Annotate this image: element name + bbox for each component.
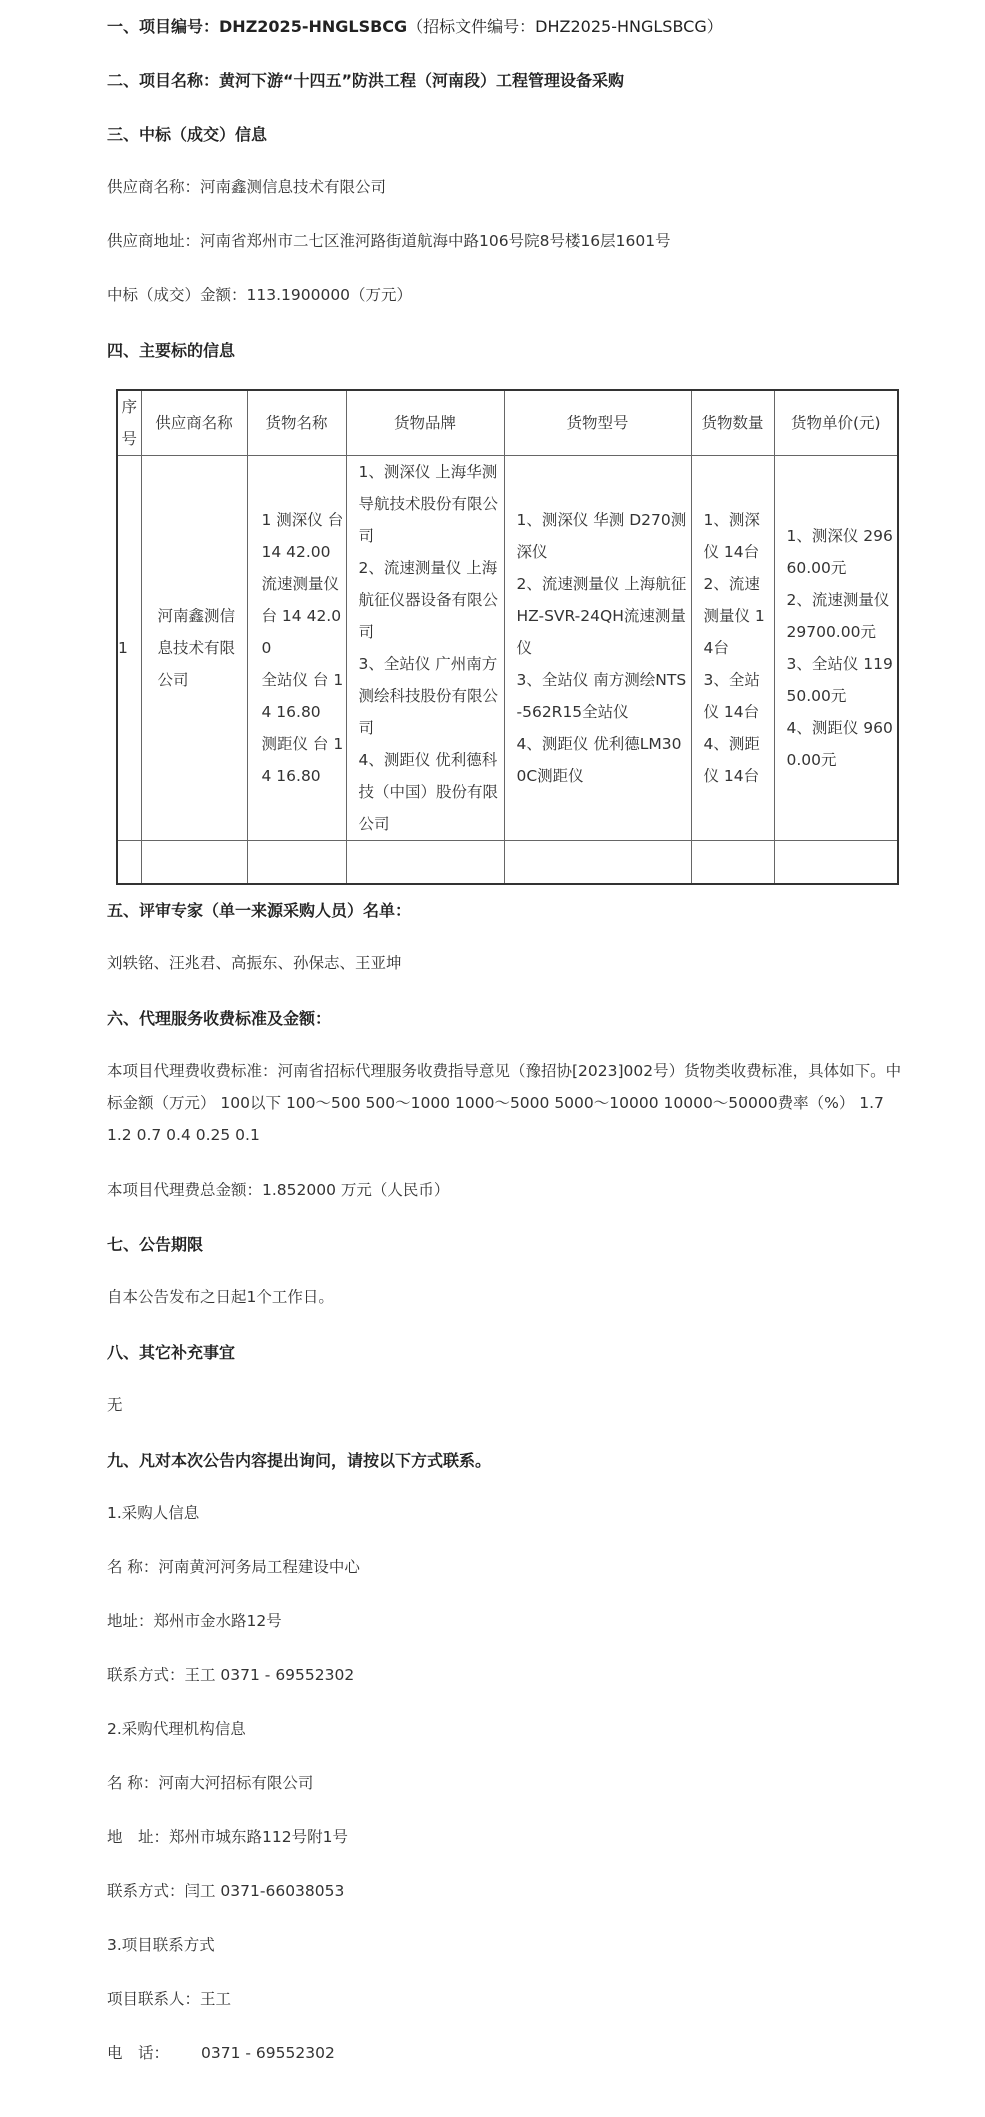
main-items-table bbox=[116, 389, 899, 885]
project-phone-label: 电 话： bbox=[107, 2044, 170, 2062]
award-info-heading: 三、中标（成交）信息 bbox=[107, 125, 268, 144]
header-goods-name: 货物名称 bbox=[247, 390, 346, 456]
project-name-label: 二、项目名称： bbox=[107, 71, 220, 90]
main-items-heading: 四、主要标的信息 bbox=[107, 341, 236, 360]
tender-doc-number: （招标文件编号：DHZ2025-HNGLSBCG） bbox=[407, 17, 723, 36]
header-unit-price: 货物单价(元) bbox=[774, 390, 898, 456]
row-goods-quantity: 1、测深仪 14台 2、流速测量仪 14台 3、全站仪 14台 4、测距仪 14台 bbox=[703, 511, 765, 785]
project-phone: 0371 - 69552302 bbox=[201, 2044, 335, 2062]
header-goods-brand: 货物品牌 bbox=[346, 390, 504, 456]
project-number-code: DHZ2025-HNGLSBCG bbox=[219, 17, 408, 36]
other-matters-heading: 八、其它补充事宜 bbox=[107, 1343, 236, 1362]
agency-info-title: 2.采购代理机构信息 bbox=[107, 1720, 246, 1738]
row-unit-price: 1、测深仪 29660.00元 2、流速测量仪 29700.00元 3、全站仪 11950.00元 4、测距仪 9600.00元 bbox=[786, 527, 893, 769]
row-goods-name: 1 测深仪 台 14 42.00 流速测量仪 台 14 42.00 全站仪 台 14 16.80 测距仪 台 14 16.80 bbox=[261, 511, 344, 785]
project-number-label: 一、项目编号： bbox=[107, 17, 220, 36]
buyer-name: 名 称：河南黄河河务局工程建设中心 bbox=[107, 1558, 360, 1576]
project-contact-title: 3.项目联系方式 bbox=[107, 1936, 215, 1954]
buyer-contact: 联系方式：王工 0371 - 69552302 bbox=[107, 1666, 355, 1684]
table-row-empty bbox=[117, 841, 898, 885]
experts-heading: 五、评审专家（单一来源采购人员）名单： bbox=[107, 901, 412, 920]
header-supplier: 供应商名称 bbox=[141, 390, 247, 456]
header-goods-model: 货物型号 bbox=[504, 390, 691, 456]
contact-heading: 九、凡对本次公告内容提出询问，请按以下方式联系。 bbox=[107, 1451, 492, 1470]
supplier-name: 供应商名称：河南鑫测信息技术有限公司 bbox=[107, 178, 387, 196]
agency-address: 地 址：郑州市城东路112号附1号 bbox=[107, 1828, 348, 1846]
header-goods-quantity: 货物数量 bbox=[691, 390, 774, 456]
supplier-address: 供应商地址：河南省郑州市二七区淮河路街道航海中路106号院8号楼16层1601号 bbox=[107, 232, 671, 250]
project-name-line bbox=[107, 68, 907, 91]
header-index: 序号 bbox=[117, 390, 141, 456]
buyer-address: 地址：郑州市金水路12号 bbox=[107, 1612, 282, 1630]
experts-names: 刘轶铭、汪兆君、高振东、孙保志、王亚坤 bbox=[107, 954, 402, 972]
agency-contact: 联系方式：闫工 0371-66038053 bbox=[107, 1882, 345, 1900]
buyer-info-title: 1.采购人信息 bbox=[107, 1504, 200, 1522]
row-supplier: 河南鑫测信息技术有限公司 bbox=[157, 607, 236, 689]
notice-period-heading: 七、公告期限 bbox=[107, 1235, 204, 1254]
agency-fee-total: 本项目代理费总金额：1.852000 万元（人民币） bbox=[107, 1181, 450, 1199]
table-row bbox=[117, 456, 898, 841]
agency-fee-standard: 本项目代理费收费标准：河南省招标代理服务收费指导意见（豫招协[2023]002号）货物类收费标准，具体如下。中标金额（万元） 100以下 100～500 500～1000 1000～5000 5000～10000 10000～50000费率（%） 1.7 1.2 0.7 0.4 0.25 0.1 bbox=[107, 1062, 902, 1144]
other-matters-text: 无 bbox=[107, 1396, 123, 1414]
table-header-row bbox=[117, 390, 898, 456]
project-contact-phone-line bbox=[107, 2037, 907, 2069]
row-goods-model: 1、测深仪 华测 D270测深仪 2、流速测量仪 上海航征HZ-SVR-24QH流速测量仪 3、全站仪 南方测绘NTS-562R15全站仪 4、测距仪 优利德LM300C测距仪 bbox=[516, 511, 687, 785]
row-index: 1 bbox=[118, 639, 128, 657]
notice-period-text: 自本公告发布之日起1个工作日。 bbox=[107, 1288, 334, 1306]
row-goods-brand: 1、测深仪 上海华测导航技术股份有限公司 2、流速测量仪 上海航征仪器设备有限公司 3、全站仪 广州南方测绘科技股份有限公司 4、测距仪 优利德科技（中国）股份有限公司 bbox=[358, 463, 499, 833]
project-contact-person: 项目联系人：王工 bbox=[107, 1990, 232, 2008]
agency-name: 名 称：河南大河招标有限公司 bbox=[107, 1774, 314, 1792]
award-amount: 中标（成交）金额：113.1900000（万元） bbox=[107, 286, 413, 304]
project-number-line bbox=[107, 14, 907, 37]
project-name: 黄河下游“十四五”防洪工程（河南段）工程管理设备采购 bbox=[219, 71, 625, 90]
agency-fee-heading: 六、代理服务收费标准及金额： bbox=[107, 1009, 332, 1028]
